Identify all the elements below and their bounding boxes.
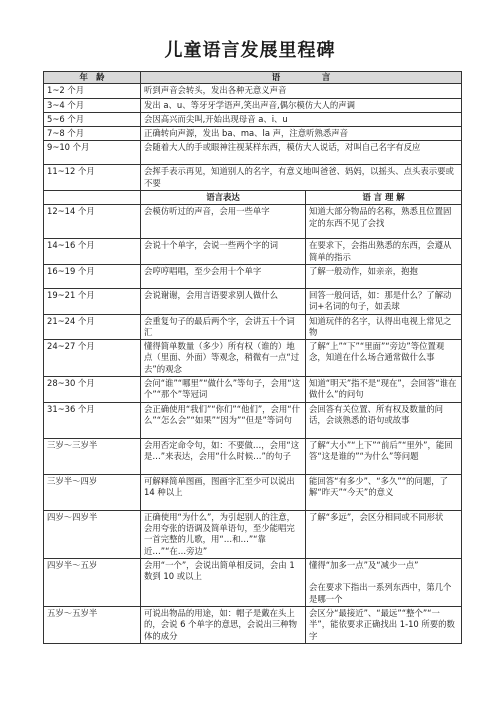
expression-cell: 会用“一个”，会说出简单相反词，会由 1 数到 10 或以上 — [141, 558, 306, 606]
milestone-row — [44, 288, 462, 314]
age-cell: 12~14 个月 — [44, 205, 141, 239]
comprehension-cell: 会区分“最接近”、“最远”“整个”“一半”，能依要求正确找出 1-10 所要的数字 — [306, 607, 462, 644]
expression-cell: 会问“谁”“哪里”“做什么”等句子，会用“这个”“那个”等冠词 — [141, 377, 306, 403]
age-cell: 28~30 个月 — [44, 377, 141, 403]
milestone-row — [44, 558, 462, 606]
expression-cell: 会重复句子的最后两个字，会讲五十个词汇 — [141, 314, 306, 340]
header-age: 年 龄 — [44, 72, 141, 84]
early-row — [44, 127, 462, 141]
sub-header-comprehension: 语 言 理 解 — [306, 191, 462, 205]
expression-cell: 可解释简单图画，图画字汇至少可以说出 14 种以上 — [141, 474, 306, 510]
language-cell: 会挥手表示再见，知道别人的名字，有意义地叫爸爸、妈妈，以摇头、点头表示要或不要 — [141, 165, 462, 191]
early-row — [44, 98, 462, 112]
age-cell: 三岁半～四岁 — [44, 474, 141, 510]
milestone-row — [44, 510, 462, 558]
table-header-row — [44, 72, 462, 84]
comprehension-cell: 知道玩伴的名字，认得出电视上常见之物 — [306, 314, 462, 340]
comprehension-cell: 知道“明天”指不是“现在”，会回答“谁在做什么”的问句 — [306, 377, 462, 403]
age-cell: 四岁半～五岁 — [44, 558, 141, 606]
comprehension-cell: 在要求下，会指出熟悉的东西，会遵从简单的指示 — [306, 239, 462, 265]
milestone-row — [44, 438, 462, 474]
language-cell: 发出 a、u、等牙牙学语声,笑出声音,偶尔模仿大人的声调 — [141, 98, 462, 112]
early-row — [44, 165, 462, 191]
milestone-table — [43, 71, 462, 644]
comprehension-cell: 了解“大小”“上下”“前后”“里外”，能回答“这是谁的”“为什么”等问题 — [306, 438, 462, 474]
sub-header-row — [44, 191, 462, 205]
expression-cell: 可说出物品的用途，如：帽子是戴在头上的，会说 6 个单字的意思，会说出三种物体的成分 — [141, 607, 306, 644]
age-cell: 11~12 个月 — [44, 165, 141, 191]
language-cell: 会随着大人的手或眼神注视某样东西，模仿大人说话，对叫自己名字有反应 — [141, 141, 462, 165]
sub-header-blank — [44, 191, 141, 205]
comprehension-cell: 懂得“加多一点”及“减少一点” 会在要求下指出一系列东西中，第几个是哪一个 — [306, 558, 462, 606]
comprehension-cell: 回答一般问话，如：那是什么？了解动词+名词的句子，如丢球 — [306, 288, 462, 314]
document-title: 儿童语言发展里程碑 — [164, 40, 336, 61]
age-cell: 16~19 个月 — [44, 264, 141, 288]
age-cell: 7~8 个月 — [44, 127, 141, 141]
age-cell: 3~4 个月 — [44, 98, 141, 112]
comprehension-cell: 了解“多远”，会区分相同或不同形状 — [306, 510, 462, 558]
sub-header-expression: 语言表达 — [141, 191, 306, 205]
comprehension-cell: 会回答有关位置、所有权及数量的问话，会谈熟悉的语句或故事 — [306, 402, 462, 438]
comprehension-cell: 了解“上”“下”“里面”“旁边”等位置观念，知道在什么场合通常做什么事 — [306, 340, 462, 377]
age-cell: 31~36 个月 — [44, 402, 141, 438]
age-cell: 24~27 个月 — [44, 340, 141, 377]
age-cell: 五岁～五岁半 — [44, 607, 141, 644]
expression-cell: 会说谢谢，会用言语要求别人做什么 — [141, 288, 306, 314]
expression-cell: 会用否定命令句，如：不要做…，会用“这是…”来表达，会用“什么时候…”的句子 — [141, 438, 306, 474]
milestone-row — [44, 239, 462, 265]
comprehension-cell: 能回答“有多少”、“多久”“的问题，了解“昨天”“今天”的意义 — [306, 474, 462, 510]
milestone-row — [44, 402, 462, 438]
age-cell: 5~6 个月 — [44, 112, 141, 126]
age-cell: 四岁～四岁半 — [44, 510, 141, 558]
expression-cell: 懂得简单数量（多少）所有权（谁的）地点（里面、外面）等观念，稍微有一点“过去”的观念 — [141, 340, 306, 377]
milestone-row — [44, 607, 462, 644]
expression-cell: 正确使用“为什么”，为引起别人的注意，会用夸张的语调及简单语句，至少能唱完一首完整的儿歌，用“…和…”“靠近…”“在…旁边” — [141, 510, 306, 558]
milestone-row — [44, 474, 462, 510]
age-cell: 21~24 个月 — [44, 314, 141, 340]
expression-cell: 会模仿听过的声音，会用一些单字 — [141, 205, 306, 239]
milestone-row — [44, 377, 462, 403]
milestone-row — [44, 314, 462, 340]
milestone-row — [44, 264, 462, 288]
language-cell: 会因高兴而尖叫,开始出现母音 a、i、u — [141, 112, 462, 126]
milestone-row — [44, 340, 462, 377]
language-cell: 听到声音会转头，发出各种无意义声音 — [141, 84, 462, 98]
early-row — [44, 112, 462, 126]
early-row — [44, 84, 462, 98]
early-row — [44, 141, 462, 165]
comprehension-cell: 了解一般动作，如亲亲，抱抱 — [306, 264, 462, 288]
language-cell: 正确转向声源，发出 ba、ma、la 声，注意听熟悉声音 — [141, 127, 462, 141]
milestone-row — [44, 205, 462, 239]
comprehension-cell: 知道大部分物品的名称，熟悉且位置固定的东西不见了会找 — [306, 205, 462, 239]
age-cell: 14~16 个月 — [44, 239, 141, 265]
age-cell: 19~21 个月 — [44, 288, 141, 314]
expression-cell: 会说十个单字，会说一些两个字的词 — [141, 239, 306, 265]
age-cell: 9~10 个月 — [44, 141, 141, 165]
age-cell: 三岁～三岁半 — [44, 438, 141, 474]
expression-cell: 会哼哼唱唱，至少会用十个单字 — [141, 264, 306, 288]
header-language: 语 言 — [141, 72, 462, 84]
age-cell: 1~2 个月 — [44, 84, 141, 98]
expression-cell: 会正确使用“我们”“你们”“他们”，会用“什么”“怎么会”“如果”“因为”“但是”等词句 — [141, 402, 306, 438]
